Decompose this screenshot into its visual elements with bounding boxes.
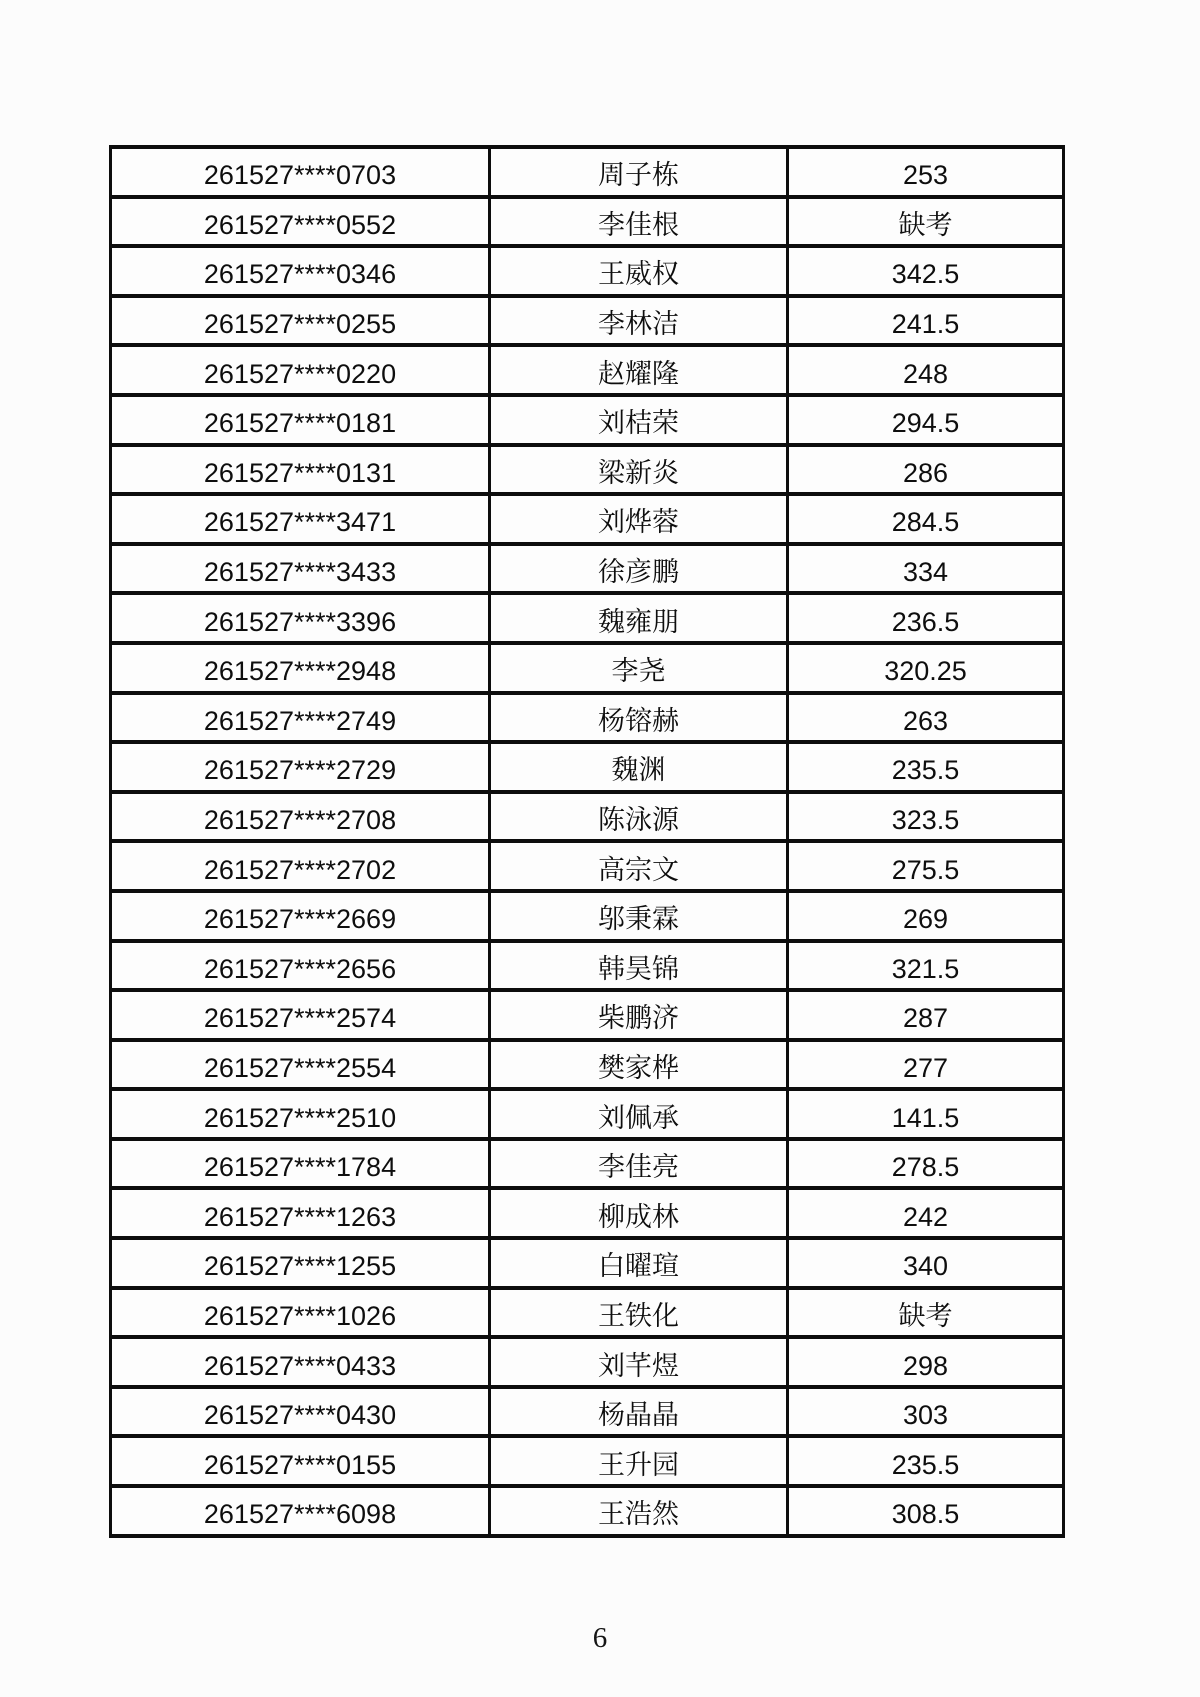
table-row — [111, 1288, 1064, 1338]
candidate-name-cell: 周子栋 — [490, 147, 788, 197]
score-cell: 275.5 — [788, 841, 1064, 891]
score-cell: 287 — [788, 990, 1064, 1040]
candidate-name-cell: 魏渊 — [490, 742, 788, 792]
table-row — [111, 296, 1064, 346]
candidate-name-cell: 魏雍朋 — [490, 593, 788, 643]
score-cell: 286 — [788, 445, 1064, 495]
score-cell: 236.5 — [788, 593, 1064, 643]
candidate-id-cell: 261527****3433 — [111, 544, 490, 594]
table-row — [111, 841, 1064, 891]
score-cell: 342.5 — [788, 246, 1064, 296]
score-cell: 278.5 — [788, 1139, 1064, 1189]
score-cell: 263 — [788, 693, 1064, 743]
score-cell: 缺考 — [788, 1288, 1064, 1338]
table-row — [111, 147, 1064, 197]
candidate-name-cell: 柳成林 — [490, 1188, 788, 1238]
candidate-id-cell: 261527****3396 — [111, 593, 490, 643]
table-row — [111, 544, 1064, 594]
table-row — [111, 1436, 1064, 1486]
candidate-id-cell: 261527****0255 — [111, 296, 490, 346]
candidate-id-cell: 261527****2510 — [111, 1089, 490, 1139]
candidate-name-cell: 徐彦鹏 — [490, 544, 788, 594]
score-cell: 235.5 — [788, 742, 1064, 792]
candidate-id-cell: 261527****2702 — [111, 841, 490, 891]
candidate-id-cell: 261527****2656 — [111, 941, 490, 991]
table-row — [111, 1238, 1064, 1288]
candidate-name-cell: 李佳亮 — [490, 1139, 788, 1189]
table-row — [111, 494, 1064, 544]
score-cell: 277 — [788, 1040, 1064, 1090]
score-cell: 298 — [788, 1337, 1064, 1387]
candidate-name-cell: 王威权 — [490, 246, 788, 296]
candidate-name-cell: 王铁化 — [490, 1288, 788, 1338]
table-row — [111, 742, 1064, 792]
table-row — [111, 693, 1064, 743]
candidate-id-cell: 261527****6098 — [111, 1486, 490, 1536]
candidate-id-cell: 261527****0131 — [111, 445, 490, 495]
candidate-name-cell: 赵耀隆 — [490, 345, 788, 395]
candidate-id-cell: 261527****0181 — [111, 395, 490, 445]
candidate-name-cell: 梁新炎 — [490, 445, 788, 495]
table-row — [111, 593, 1064, 643]
table-row — [111, 1387, 1064, 1437]
candidate-name-cell: 韩昊锦 — [490, 941, 788, 991]
table-row — [111, 395, 1064, 445]
score-cell: 241.5 — [788, 296, 1064, 346]
candidate-name-cell: 杨晶晶 — [490, 1387, 788, 1437]
score-cell: 320.25 — [788, 643, 1064, 693]
table-row — [111, 643, 1064, 693]
candidate-id-cell: 261527****2948 — [111, 643, 490, 693]
score-cell: 340 — [788, 1238, 1064, 1288]
candidate-id-cell: 261527****0433 — [111, 1337, 490, 1387]
candidate-id-cell: 261527****0552 — [111, 197, 490, 247]
candidate-name-cell: 刘佩承 — [490, 1089, 788, 1139]
candidate-name-cell: 刘烨蓉 — [490, 494, 788, 544]
candidate-name-cell: 陈泳源 — [490, 792, 788, 842]
page-number: 6 — [592, 1622, 608, 1654]
table-row — [111, 1486, 1064, 1536]
candidate-name-cell: 王升园 — [490, 1436, 788, 1486]
candidate-id-cell: 261527****1784 — [111, 1139, 490, 1189]
candidate-id-cell: 261527****1255 — [111, 1238, 490, 1288]
score-cell: 303 — [788, 1387, 1064, 1437]
candidate-name-cell: 柴鹏济 — [490, 990, 788, 1040]
table-row — [111, 1188, 1064, 1238]
candidate-id-cell: 261527****2708 — [111, 792, 490, 842]
score-cell: 253 — [788, 147, 1064, 197]
score-cell: 321.5 — [788, 941, 1064, 991]
score-cell: 269 — [788, 891, 1064, 941]
candidate-name-cell: 李尧 — [490, 643, 788, 693]
candidate-name-cell: 刘芊煜 — [490, 1337, 788, 1387]
score-cell: 242 — [788, 1188, 1064, 1238]
candidate-name-cell: 高宗文 — [490, 841, 788, 891]
candidate-id-cell: 261527****2669 — [111, 891, 490, 941]
score-cell: 缺考 — [788, 197, 1064, 247]
candidate-name-cell: 李林洁 — [490, 296, 788, 346]
candidate-id-cell: 261527****0703 — [111, 147, 490, 197]
table-row — [111, 445, 1064, 495]
candidate-name-cell: 杨镕赫 — [490, 693, 788, 743]
candidate-id-cell: 261527****0430 — [111, 1387, 490, 1437]
candidate-id-cell: 261527****2554 — [111, 1040, 490, 1090]
table-row — [111, 1337, 1064, 1387]
table-row — [111, 1040, 1064, 1090]
table-row — [111, 792, 1064, 842]
candidate-name-cell: 刘桔荣 — [490, 395, 788, 445]
table-row — [111, 941, 1064, 991]
candidate-id-cell: 261527****0155 — [111, 1436, 490, 1486]
score-cell: 235.5 — [788, 1436, 1064, 1486]
score-cell: 248 — [788, 345, 1064, 395]
score-cell: 334 — [788, 544, 1064, 594]
score-cell: 284.5 — [788, 494, 1064, 544]
candidate-id-cell: 261527****2729 — [111, 742, 490, 792]
candidate-id-cell: 261527****1263 — [111, 1188, 490, 1238]
table-row — [111, 990, 1064, 1040]
candidate-name-cell: 李佳根 — [490, 197, 788, 247]
candidate-name-cell: 樊家桦 — [490, 1040, 788, 1090]
candidate-name-cell: 白曜瑄 — [490, 1238, 788, 1288]
table-row — [111, 1089, 1064, 1139]
candidate-id-cell: 261527****2574 — [111, 990, 490, 1040]
candidate-id-cell: 261527****3471 — [111, 494, 490, 544]
table-row — [111, 1139, 1064, 1189]
score-table — [109, 145, 1065, 1538]
score-cell: 294.5 — [788, 395, 1064, 445]
candidate-name-cell: 王浩然 — [490, 1486, 788, 1536]
candidate-name-cell: 邬秉霖 — [490, 891, 788, 941]
table-row — [111, 891, 1064, 941]
candidate-id-cell: 261527****2749 — [111, 693, 490, 743]
candidate-id-cell: 261527****1026 — [111, 1288, 490, 1338]
candidate-id-cell: 261527****0346 — [111, 246, 490, 296]
candidate-id-cell: 261527****0220 — [111, 345, 490, 395]
table-row — [111, 197, 1064, 247]
score-cell: 308.5 — [788, 1486, 1064, 1536]
score-cell: 323.5 — [788, 792, 1064, 842]
score-cell: 141.5 — [788, 1089, 1064, 1139]
table-row — [111, 345, 1064, 395]
table-row — [111, 246, 1064, 296]
